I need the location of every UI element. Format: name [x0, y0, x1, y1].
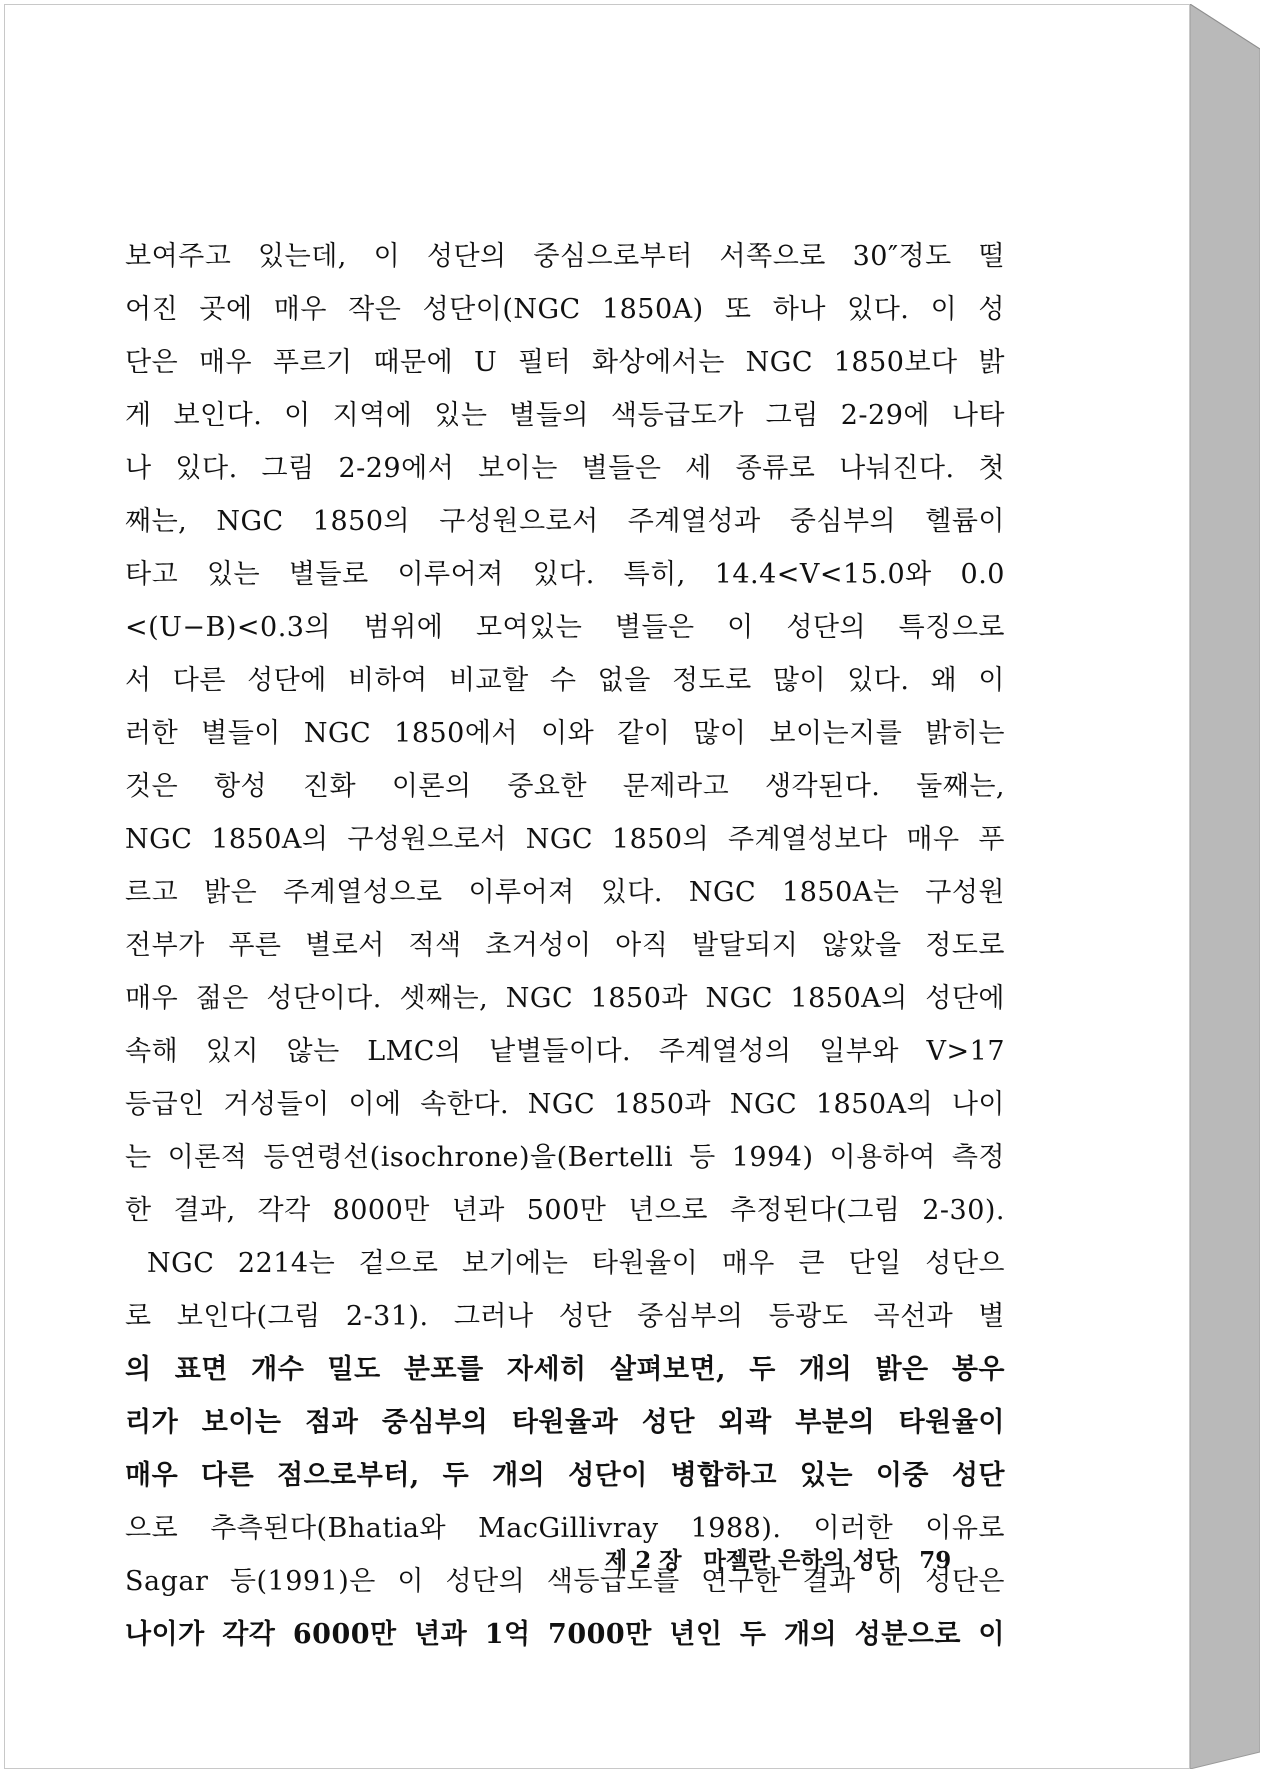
- body-text: [125, 230, 1005, 1661]
- text-line: 한 결과, 각각 8000만 년과 500만 년으로 추정된다(그림 2-30).: [125, 1195, 1005, 1226]
- text-line: 매우 젊은 성단이다. 셋째는, NGC 1850과 NGC 1850A의 성단에: [125, 983, 1005, 1014]
- text-line: 것은 항성 진화 이론의 중요한 문제라고 생각된다. 둘째는,: [125, 771, 1005, 802]
- text-line: 으로 추측된다(Bhatia와 MacGillivray 1988). 이러한 이유로: [125, 1513, 1005, 1544]
- text-line: NGC 2214는 겉으로 보기에는 타원율이 매우 큰 단일 성단으: [147, 1248, 1005, 1279]
- text-line: 전부가 푸른 별로서 적색 초거성이 아직 발달되지 않았을 정도로: [125, 930, 1005, 961]
- text-line: <(U−B)<0.3의 범위에 모여있는 별들은 이 성단의 특징으로: [125, 612, 1005, 643]
- text-line: 로 보인다(그림 2-31). 그러나 성단 중심부의 등광도 곡선과 별: [125, 1301, 1005, 1332]
- text-line: 속해 있지 않는 LMC의 낱별들이다. 주계열성의 일부와 V>17: [125, 1036, 1005, 1067]
- text-line: 르고 밝은 주계열성으로 이루어져 있다. NGC 1850A는 구성원: [125, 877, 1005, 908]
- text-line: 러한 별들이 NGC 1850에서 이와 같이 많이 보이는지를 밝히는: [125, 718, 1005, 749]
- text-line: 어진 곳에 매우 작은 성단이(NGC 1850A) 또 하나 있다. 이 성: [125, 294, 1005, 325]
- running-footer: [605, 1541, 1005, 1581]
- text-line: 등급인 거성들이 이에 속한다. NGC 1850과 NGC 1850A의 나이: [125, 1089, 1005, 1120]
- text-line: 리가 보이는 점과 중심부의 타원율과 성단 외곽 부분의 타원율이: [125, 1407, 1005, 1438]
- footer-title: 마젤란 은하의 성단: [703, 1547, 898, 1574]
- text-line: NGC 1850A의 구성원으로서 NGC 1850의 주계열성보다 매우 푸: [125, 824, 1005, 855]
- text-line: 타고 있는 별들로 이루어져 있다. 특히, 14.4<V<15.0와 0.0: [125, 559, 1005, 590]
- page-number: 79: [919, 1547, 952, 1574]
- text-line: 단은 매우 푸르기 때문에 U 필터 화상에서는 NGC 1850보다 밝: [125, 347, 1005, 378]
- text-line: 째는, NGC 1850의 구성원으로서 주계열성과 중심부의 헬륨이: [125, 506, 1005, 537]
- text-line: 나이가 각각 6000만 년과 1억 7000만 년인 두 개의 성분으로 이: [125, 1619, 1005, 1650]
- book-page: [4, 4, 1190, 1769]
- text-line: 보여주고 있는데, 이 성단의 중심으로부터 서쪽으로 30″정도 떨: [125, 241, 1005, 272]
- text-line: 의 표면 개수 밀도 분포를 자세히 살펴보면, 두 개의 밝은 봉우: [125, 1354, 1005, 1385]
- text-line: 게 보인다. 이 지역에 있는 별들의 색등급도가 그림 2-29에 나타: [125, 400, 1005, 431]
- text-line: 매우 다른 점으로부터, 두 개의 성단이 병합하고 있는 이중 성단: [125, 1460, 1005, 1491]
- footer-chapter: 제 2 장: [605, 1547, 682, 1574]
- book-edge: [1190, 4, 1260, 1769]
- text-line: Sagar 등(1991)은 이 성단의 색등급도를 연구한 결과 이 성단은: [125, 1566, 1005, 1597]
- text-line: 나 있다. 그림 2-29에서 보이는 별들은 세 종류로 나눠진다. 첫: [125, 453, 1005, 484]
- text-line: 는 이론적 등연령선(isochrone)을(Bertelli 등 1994) 이용하여 측정: [125, 1142, 1005, 1173]
- text-line: 서 다른 성단에 비하여 비교할 수 없을 정도로 많이 있다. 왜 이: [125, 665, 1005, 696]
